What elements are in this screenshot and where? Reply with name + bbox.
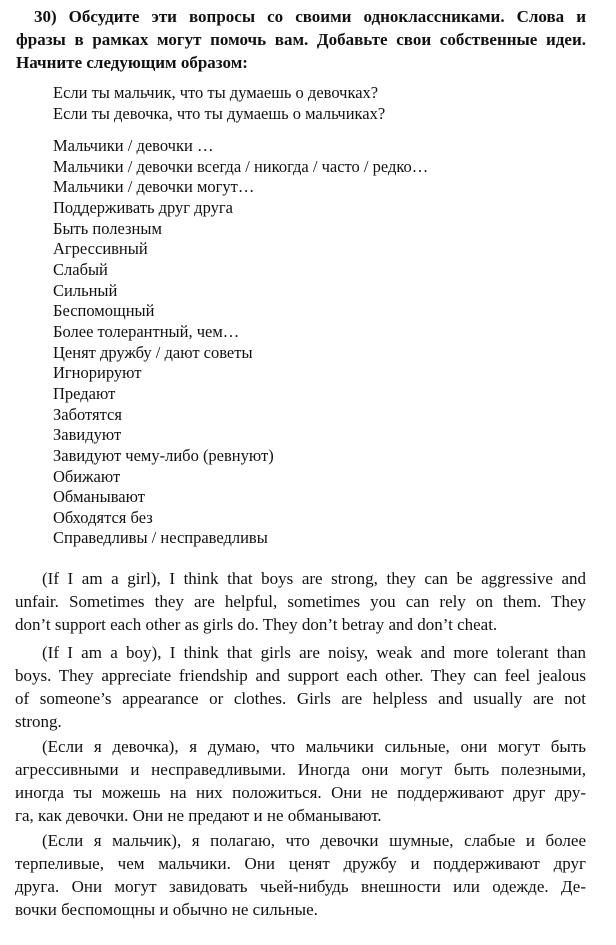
- paragraph-line: (If I am a boy), I think that girls are noisy, weak and more tolerant than: [42, 643, 586, 662]
- phrase-list: [53, 136, 428, 549]
- paragraph-line: don’t support each other as girls do. They don’t betray and don’t cheat.: [15, 615, 498, 634]
- phrase-item: Справедливы / несправедливы: [53, 528, 268, 548]
- paragraph-line: strong.: [15, 712, 62, 731]
- paragraph-line: вочки беспомощны и обычно не сильные.: [15, 900, 318, 919]
- phrase-item: Обижают: [53, 466, 121, 486]
- question: Если ты мальчик, что ты думаешь о девочках?: [53, 83, 379, 102]
- task-line: Начните следующим образом:: [16, 53, 248, 72]
- task-line: фразы в рамках могут помочь вам. Добавьте свои собственные идеи.: [16, 30, 586, 49]
- phrase-item: Мальчики / девочки всегда / никогда / часто / редко…: [53, 156, 429, 176]
- questions-block: [53, 82, 385, 124]
- paragraph-line: (Если я мальчик), я полагаю, что девочки шумные, слабые и более: [42, 831, 586, 850]
- phrase-item: Беспомощный: [53, 301, 155, 321]
- phrase-item: Более толерантный, чем…: [53, 321, 240, 341]
- paragraph-line: иногда ты можешь на них положиться. Они не поддерживают друг дру-: [15, 783, 586, 802]
- paragraph-boy-ru: [15, 829, 586, 921]
- phrase-item: Мальчики / девочки …: [53, 136, 214, 155]
- task-instruction: [16, 5, 586, 74]
- phrase-item: Быть полезным: [53, 218, 162, 238]
- paragraph-line: га, как девочки. Они не предают и не обманывают.: [15, 806, 382, 825]
- phrase-item: Предают: [53, 383, 116, 403]
- paragraph-boy-en: [15, 641, 586, 733]
- paragraph-line: терпеливые, чем мальчики. Они ценят дружбу и поддерживают друг: [15, 854, 586, 873]
- phrase-item: Слабый: [53, 259, 108, 279]
- paragraph-line: (Если я девочка), я думаю, что мальчики сильные, они могут быть: [42, 737, 586, 756]
- paragraph-line: unfair. Sometimes they are helpful, sometimes you can rely on them. They: [15, 592, 586, 611]
- phrase-item: Обманывают: [53, 487, 145, 507]
- phrase-item: Обходятся без: [53, 507, 153, 527]
- phrase-item: Завидуют чему-либо (ревнуют): [53, 445, 274, 465]
- paragraph-line: (If I am a girl), I think that boys are strong, they can be aggressive and: [42, 569, 586, 588]
- paragraph-girl-en: [15, 567, 586, 636]
- paragraph-line: агрессивными и несправедливыми. Иногда они могут быть полезными,: [15, 760, 586, 779]
- paragraph-line: boys. They appreciate friendship and support each other. They can feel jealous: [15, 666, 586, 685]
- paragraph-line: друга. Они могут завидовать чьей-нибудь внешности или одежде. Де-: [15, 877, 586, 896]
- phrase-item: Игнорируют: [53, 363, 142, 383]
- paragraph-girl-ru: [15, 735, 586, 827]
- phrase-item: Ценят дружбу / дают советы: [53, 342, 253, 362]
- question: Если ты девочка, что ты думаешь о мальчиках?: [53, 104, 386, 123]
- phrase-item: Мальчики / девочки могут…: [53, 177, 255, 197]
- phrase-item: Поддерживать друг друга: [53, 197, 233, 217]
- paragraph-line: of someone’s appearance or clothes. Girls are helpless and usually are not: [15, 689, 586, 708]
- phrase-item: Сильный: [53, 280, 118, 300]
- task-line: 30) Обсудите эти вопросы со своими одноклассниками. Слова и: [34, 7, 586, 26]
- phrase-item: Агрессивный: [53, 239, 148, 259]
- phrase-item: Завидуют: [53, 425, 122, 445]
- phrase-item: Заботятся: [53, 404, 122, 424]
